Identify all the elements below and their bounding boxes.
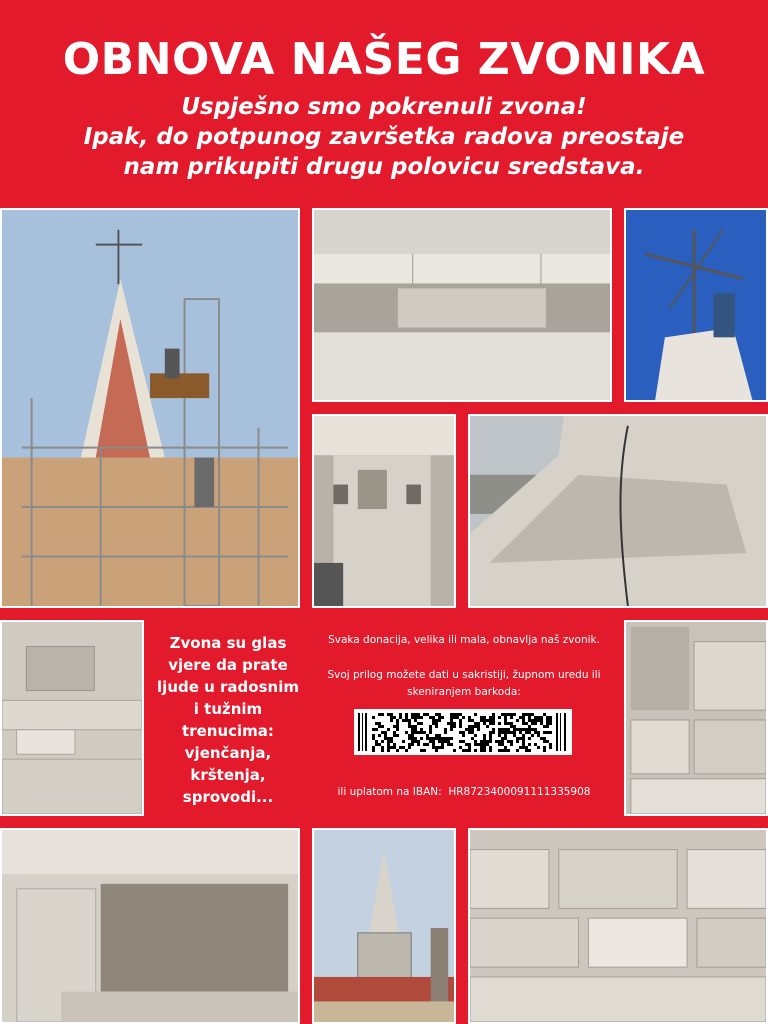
photo-church-tower <box>312 828 456 1024</box>
photo-stone-blocks-right <box>624 620 768 816</box>
photo-damaged-cornice <box>0 828 300 1024</box>
donation-barcode[interactable] <box>354 709 572 755</box>
photo-stone-blocks-left <box>0 620 144 816</box>
quote-text: Zvona su glas vjere da prate ljude u radosnim i tužnim trenucima: vjenčanja, krštenja, sprovodi... <box>157 634 299 806</box>
subtitle-line: Ipak, do potpunog završetka radova preostaje <box>83 124 685 150</box>
iban-label: ili uplatom na IBAN: <box>337 786 442 798</box>
iban-number[interactable]: HR8723400091111335908 <box>448 786 591 798</box>
donation-line: Svaka donacija, velika ili mala, obnavlja naš zvonik. <box>328 634 600 646</box>
donation-line: Svoj prilog možete dati u sakristiji, župnom uredu ili skeniranjem barkoda: <box>327 669 601 698</box>
photo-spire-scaffolding <box>0 208 300 608</box>
page-title: OBNOVA NAŠEG ZVONIKA <box>62 34 706 85</box>
photo-tower-corner <box>312 414 456 608</box>
iban-row <box>318 786 610 798</box>
subtitle-line: nam prikupiti drugu polovicu sredstava. <box>123 154 645 180</box>
donation-info <box>318 632 610 701</box>
page-subtitle <box>40 92 728 182</box>
subtitle-line: Uspješno smo pokrenuli zvona! <box>181 94 587 120</box>
photo-stone-wall <box>468 828 768 1024</box>
photo-cross-worker <box>624 208 768 402</box>
photo-stone-ledge <box>312 208 612 402</box>
header <box>0 0 768 205</box>
photo-cracked-stone <box>468 414 768 608</box>
